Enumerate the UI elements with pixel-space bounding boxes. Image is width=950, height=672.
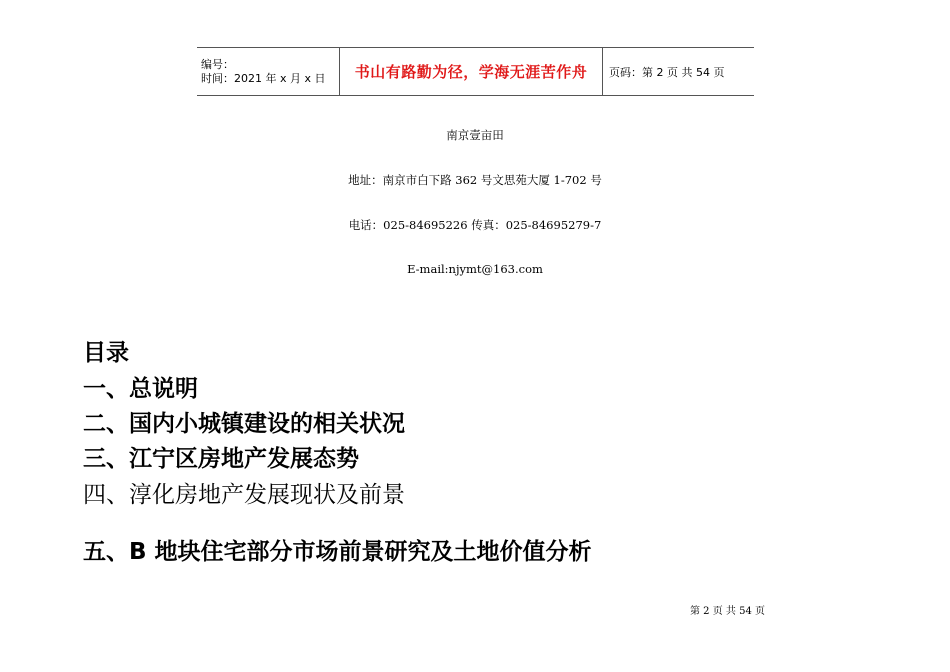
- toc-item-2: 二、国内小城镇建设的相关状况: [83, 411, 405, 437]
- toc-title: 目录: [83, 340, 129, 366]
- company-name: 南京壹亩田: [446, 128, 504, 142]
- number-label: 编号：: [201, 57, 234, 71]
- page-header: [197, 47, 754, 96]
- company-email: E-mail:njymt@163.com: [407, 262, 543, 276]
- company-address: 地址：南京市白下路 362 号文思苑大厦 1-702 号: [348, 173, 602, 187]
- toc-item-5: 五、B 地块住宅部分市场前景研究及土地价值分析: [83, 539, 592, 565]
- toc-item-4: 四、淳化房地产发展现状及前景: [83, 482, 405, 508]
- header-page-code: 页码：第 2 页 共 54 页: [609, 65, 725, 79]
- company-phone: 电话：025-84695226 传真：025-84695279-7: [348, 218, 602, 232]
- header-meta: [197, 48, 339, 95]
- footer-page: 第 2 页 共 54 页: [690, 606, 765, 617]
- header-motto: 书山有路勤为径，学海无涯苦作舟: [339, 48, 603, 95]
- time-label: 时间：2021 年 x 月 x 日: [201, 71, 326, 85]
- toc-item-1: 一、总说明: [83, 376, 198, 402]
- toc-item-3: 三、江宁区房地产发展态势: [83, 446, 359, 472]
